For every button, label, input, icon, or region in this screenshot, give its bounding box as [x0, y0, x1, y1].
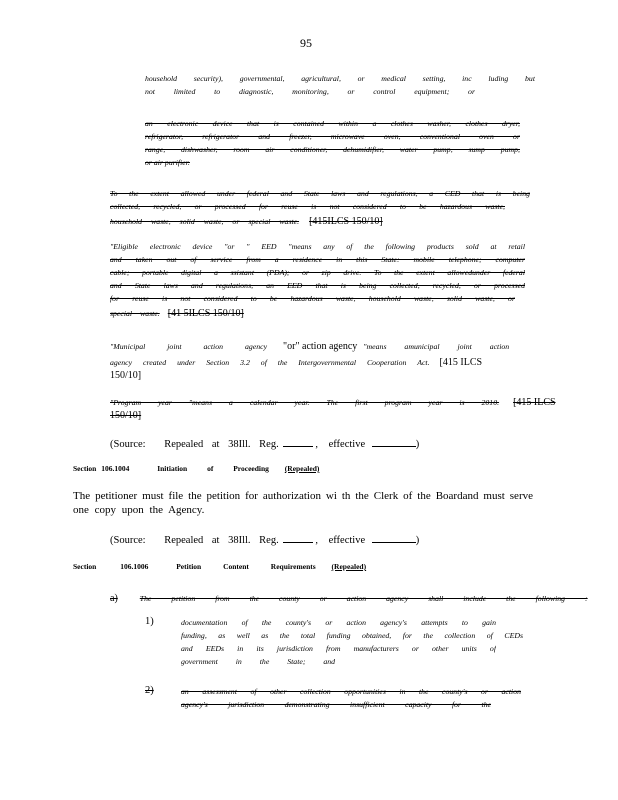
section-heading: [73, 561, 378, 573]
subsection-label: a): [110, 593, 118, 604]
section-paragraph: [73, 489, 533, 517]
struck-line: The petition from the county or action agency shall include the following :: [139, 594, 588, 603]
definition-term: "or" action agency: [283, 341, 358, 352]
text-line: and EEDs in its jurisdiction from manufacturers or other units of: [181, 644, 496, 653]
source-text: Repealed at 38Ill. Reg.: [164, 439, 279, 450]
definition-text: agency created under Section 3.2 of the Intergovernmental Cooperation Act.: [110, 358, 430, 367]
struck-line: collected, recycled, or processed for reuse is not considered to be hazardous waste,: [110, 202, 505, 211]
struck-subsection-item-2: [181, 685, 521, 711]
citation: 150/10]: [110, 370, 142, 381]
item-label: 1): [145, 616, 154, 627]
struck-line: for reuse is not considered to be hazardous waste, household waste, solid waste, or: [110, 294, 515, 303]
citation: [415 ILCS: [439, 357, 483, 368]
source-note: [110, 436, 419, 452]
section-heading: [73, 463, 339, 475]
text-line: government in the State; and: [181, 657, 336, 666]
section-number: Section 106.1004: [73, 464, 130, 473]
source-label: (Source:: [110, 535, 146, 546]
struck-line: an electronic device that is contained within a clothes washer, clothes dryer,: [145, 119, 520, 128]
blank-line: [283, 436, 313, 447]
section-number: Section 106.1006: [73, 562, 149, 571]
citation: [415ILCS 150/10]: [309, 216, 383, 227]
page-number: 95: [300, 36, 312, 50]
struck-line: refrigerator, refrigerator and freezer, microwave oven, conventional oven or: [145, 132, 520, 141]
subsection-item-1: [181, 616, 523, 668]
citation: [41 5ILCS 150/10]: [167, 308, 244, 319]
blank-line: [283, 532, 313, 543]
item-label: 2): [145, 685, 154, 696]
source-note: [110, 532, 419, 548]
subsection-continuation: [145, 72, 535, 98]
struck-line: agency's jurisdiction demonstrating insufficient capacity for the: [181, 700, 491, 709]
section-status: (Repealed): [331, 562, 367, 571]
text-line: household security), governmental, agricultural, or medical setting, inc luding but: [145, 74, 535, 83]
section-title: Initiation of Proceeding: [157, 464, 269, 473]
struck-line: To the extent allowed under federal and State laws and regulations, a CED that is being: [110, 189, 530, 198]
text-line: documentation of the county's or action agency's attempts to gain: [181, 618, 496, 627]
struck-line: and State laws and regulations, an EED that is being collected, recycled, or processed: [110, 281, 525, 290]
blank-line: [372, 532, 416, 543]
struck-line: or air purifier.: [145, 158, 190, 167]
citation: 150/10]: [110, 410, 142, 421]
definition-eed: [110, 240, 525, 321]
section-title: Petition Content Requirements: [176, 562, 316, 571]
struck-line: cable; portable digital a ssistant (PDA); or zip drive. To the extent allowedunder federal: [110, 268, 525, 277]
struck-subsection: [145, 117, 520, 169]
source-text: , effective: [315, 439, 366, 450]
struck-line: range, dishwasher, room air conditioner, dehumidifier, water pump, sump pump,: [145, 145, 520, 154]
struck-line: an assessment of other collection opportunities in the county's or action: [181, 687, 521, 696]
section-status: (Repealed): [284, 464, 320, 473]
definition-line: "Eligible electronic device "or " EED "means any of the following products sold at retail: [110, 242, 525, 251]
struck-paragraph-ced: [110, 187, 530, 229]
definition-term: "Municipal joint action agency: [110, 342, 268, 351]
struck-line: household waste, solid waste, or special waste.: [110, 217, 300, 226]
source-text: , effective: [315, 535, 366, 546]
struck-definition-program-year: [110, 394, 556, 422]
text-line: one copy upon the Agency.: [73, 504, 205, 516]
struck-line: special waste.: [110, 309, 160, 318]
text-line: funding, as well as the total funding obtained, for the collection of CEDs: [181, 631, 523, 640]
source-text: Repealed at 38Ill. Reg.: [164, 535, 279, 546]
text-line: not limited to diagnostic, monitoring, or control equipment; or: [145, 87, 475, 96]
text-line: The petitioner must file the petition for authorization wi th the Clerk of the Boardand must serve: [73, 490, 533, 502]
definition-municipal-agency: [110, 338, 530, 382]
blank-line: [372, 436, 416, 447]
definition-text: "means amunicipal joint action: [363, 342, 510, 351]
struck-subsection-a: [110, 588, 588, 606]
source-label: (Source:: [110, 439, 146, 450]
source-close: ): [415, 439, 420, 450]
struck-line: and taken out of service from a residence in this State: mobile telephone; computer: [110, 255, 525, 264]
struck-line: "Program year "means a calendar year. The first program year is 2010.: [110, 398, 500, 407]
source-close: ): [415, 535, 420, 546]
citation: [415 ILCS: [513, 397, 556, 408]
